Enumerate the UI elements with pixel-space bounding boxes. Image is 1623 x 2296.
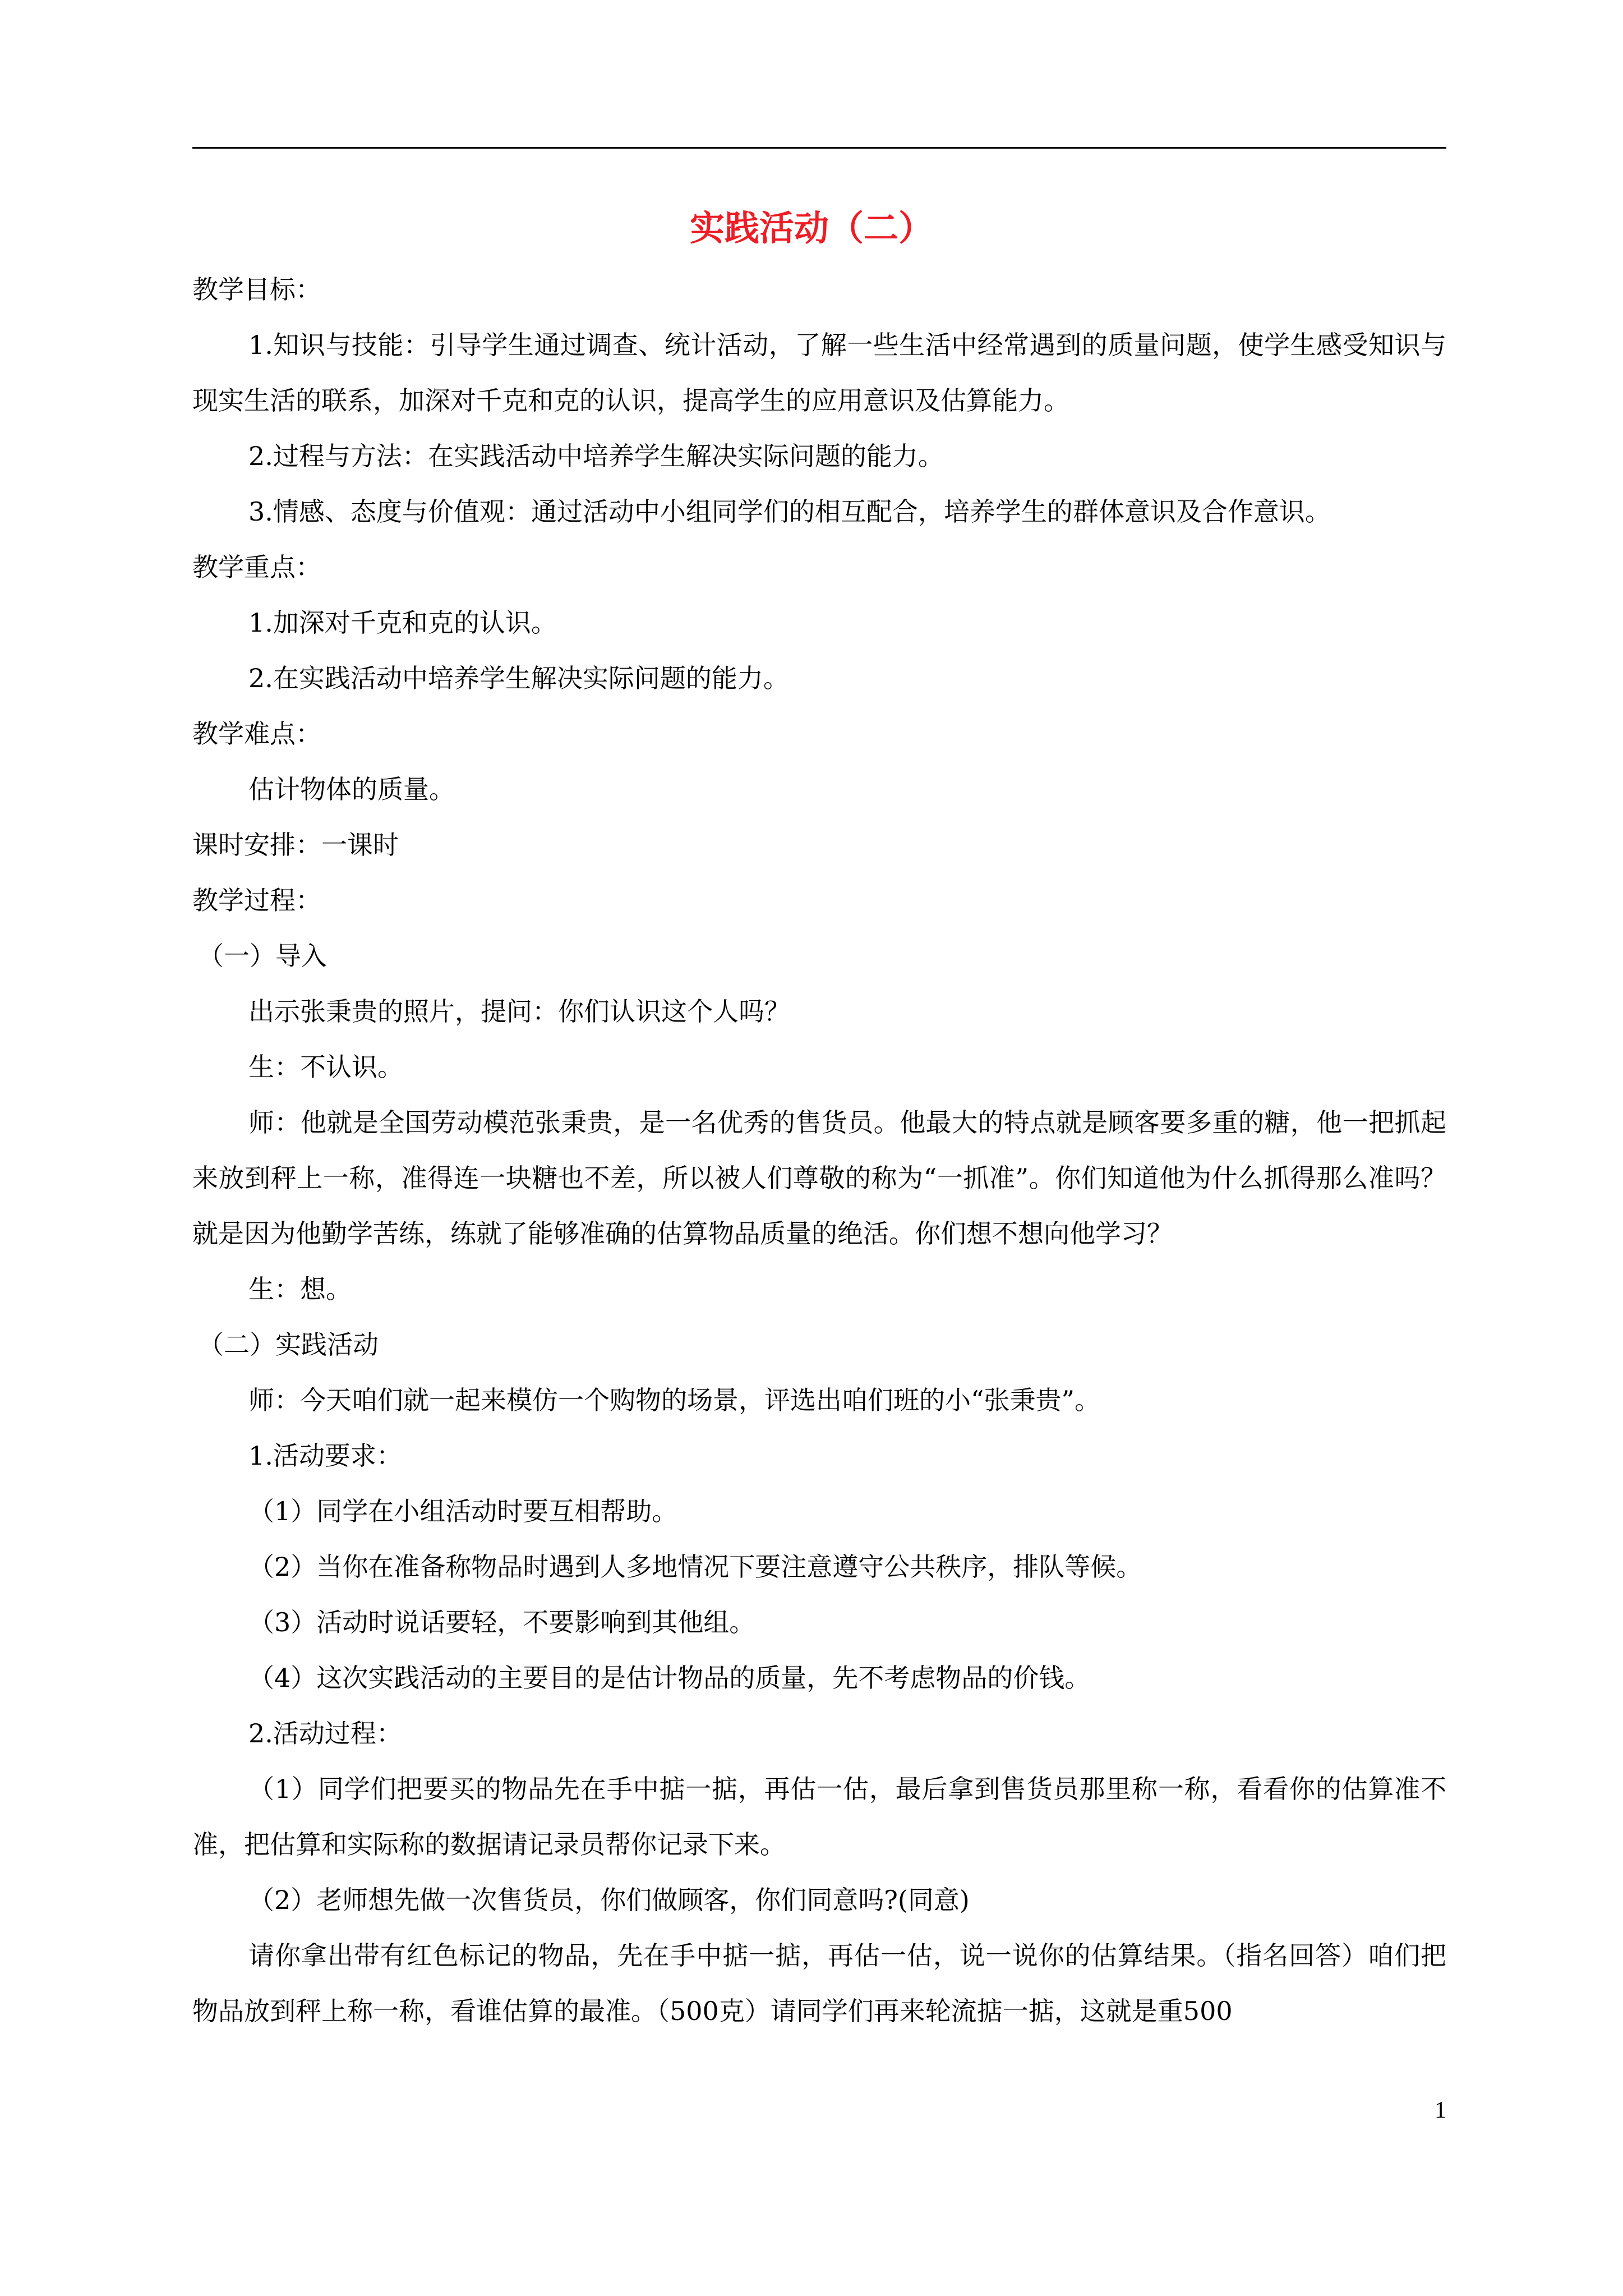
heading-process: 教学过程： xyxy=(192,885,321,915)
intro-paragraph-4: 生：想。 xyxy=(248,1274,352,1304)
key-point-2: 2.在实践活动中培养学生解决实际问题的能力。 xyxy=(248,663,789,693)
process-paragraph: 请你拿出带有红色标记的物品，先在手中掂一掂，再估一估，说一说你的估算结果。（指名回答）咱们把物品放到秤上称一称，看谁估算的最准。（500克）请同学们再来轮流掂一掂，这就是重500 xyxy=(192,1940,1446,2026)
requirement-4: （4）这次实践活动的主要目的是估计物品的质量，先不考虑物品的价钱。 xyxy=(248,1663,1091,1693)
requirement-1: （1）同学在小组活动时要互相帮助。 xyxy=(248,1496,678,1526)
objective-2: 2.过程与方法：在实践活动中培养学生解决实际问题的能力。 xyxy=(248,441,944,471)
process-step-2: （2）老师想先做一次售货员，你们做顾客，你们同意吗?(同意) xyxy=(248,1885,970,1915)
heading-difficulties: 教学难点： xyxy=(192,719,321,749)
schedule-line: 课时安排：一课时 xyxy=(192,830,399,860)
practice-paragraph-1: 师：今天咱们就一起来模仿一个购物的场景，评选出咱们班的小“张秉贵”。 xyxy=(248,1385,1101,1415)
objective-1: 1.知识与技能：引导学生通过调查、统计活动，了解一些生活中经常遇到的质量问题，使学生感受知识与现实生活的联系，加深对千克和克的认识，提高学生的应用意识及估算能力。 xyxy=(192,330,1446,416)
process-step-1: （1）同学们把要买的物品先在手中掂一掂，再估一估，最后拿到售货员那里称一称，看看你的估算准不准，把估算和实际称的数据请记录员帮你记录下来。 xyxy=(192,1774,1446,1860)
page-number: 1 xyxy=(1435,2097,1446,2123)
key-point-1: 1.加深对千克和克的认识。 xyxy=(248,608,557,638)
requirement-3: （3）活动时说话要轻，不要影响到其他组。 xyxy=(248,1607,755,1637)
heading-objectives: 教学目标： xyxy=(192,274,321,305)
header-rule xyxy=(192,147,1446,149)
intro-paragraph-3: 师：他就是全国劳动模范张秉贵，是一名优秀的售货员。他最大的特点就是顾客要多重的糖，他一把抓起来放到秤上一称，准得连一块糖也不差，所以被人们尊敬的称为“一抓准”。你们知道他为什么抓得那么准吗？就是因为他勤学苦练，练就了能够准确的估算物品质量的绝活。你们想不想向他学习？ xyxy=(192,1107,1446,1249)
section-intro: （一）导入 xyxy=(198,941,327,971)
section-practice: （二）实践活动 xyxy=(198,1329,379,1360)
requirement-2: （2）当你在准备称物品时遇到人多地情况下要注意遵守公共秩序，排队等候。 xyxy=(248,1552,1142,1582)
objective-3: 3.情感、态度与价值观：通过活动中小组同学们的相互配合，培养学生的群体意识及合作意识。 xyxy=(248,496,1331,527)
heading-key-points: 教学重点： xyxy=(192,552,321,582)
intro-paragraph-1: 出示张秉贵的照片，提问：你们认识这个人吗？ xyxy=(248,996,790,1027)
document-title: 实践活动（二） xyxy=(689,208,933,249)
activity-requirements-heading: 1.活动要求： xyxy=(248,1441,402,1471)
intro-paragraph-2: 生：不认识。 xyxy=(248,1052,403,1082)
difficulty-1: 估计物体的质量。 xyxy=(248,774,455,804)
document-body xyxy=(192,262,1446,2039)
activity-process-heading: 2.活动过程： xyxy=(248,1718,402,1749)
